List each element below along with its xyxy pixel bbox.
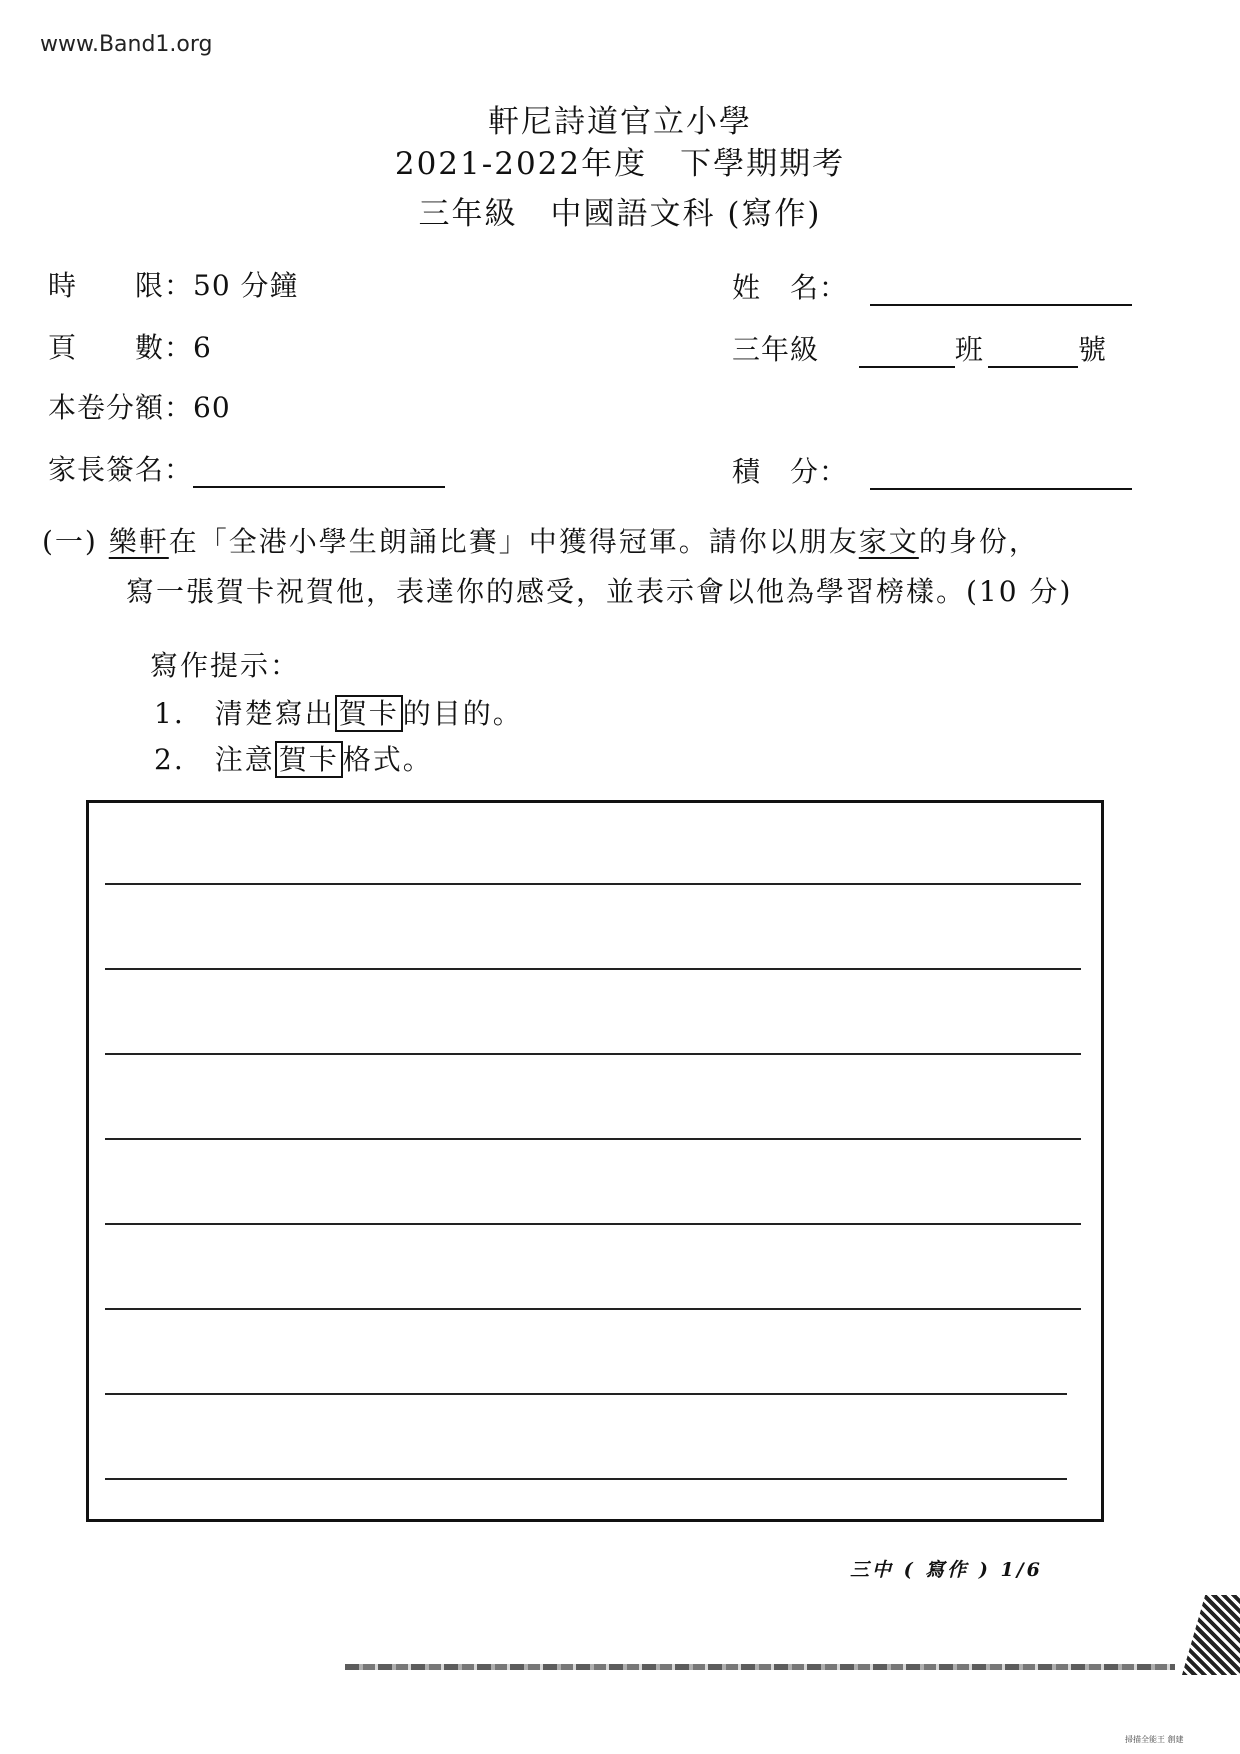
question-line-1 [42,520,1039,560]
class-blank[interactable] [859,336,955,368]
writing-line[interactable] [105,968,1081,970]
writing-line[interactable] [105,1478,1067,1480]
number-label: 號 [1077,333,1107,366]
parent-signature-blank[interactable] [193,456,445,488]
hint-item-2-prefix: 2. 注意 [154,743,275,776]
hint-item-2 [154,738,433,778]
class-label: 班 [954,333,984,366]
writing-line[interactable] [105,1393,1067,1395]
score-row [732,450,1132,490]
score-label: 積 分： [732,455,849,488]
writing-line[interactable] [105,1308,1081,1310]
question-name-a: 樂軒 [108,525,169,558]
page-count: 頁 數：6 [48,331,212,364]
number-blank[interactable] [988,336,1078,368]
hints-title: 寫作提示： [150,649,301,682]
time-limit: 時 限：50 分鐘 [48,269,299,302]
hint-item-1-suffix: 的目的。 [402,697,523,730]
class-number-row [732,328,1107,368]
writing-line[interactable] [105,1223,1081,1225]
question-name-b: 家文 [858,525,919,558]
student-name-blank[interactable] [870,274,1132,306]
exam-subject: 三年級 中國語文科 (寫作) [418,196,822,232]
question-number: (一) [42,525,98,558]
answer-box[interactable] [86,800,1104,1522]
total-marks: 本卷分額：60 [48,391,231,424]
grade-label: 三年級 [732,333,820,366]
scan-artifact-edge [345,1664,1175,1670]
exam-term: 2021-2022年度 下學期期考 [394,146,846,182]
hint-item-2-keyword: 賀卡 [275,741,343,778]
writing-line[interactable] [105,883,1081,885]
hint-item-1 [154,692,523,732]
site-url: www.Band1.org [40,32,213,57]
parent-signature-row [48,448,445,488]
writing-line[interactable] [105,1138,1081,1140]
page-code: 三中 ( 寫作 ) 1/6 [850,1559,1043,1581]
scanner-stamp: 掃描全能王 創建 [1125,1735,1184,1744]
writing-line[interactable] [105,1053,1081,1055]
student-name-row [732,266,1132,306]
parent-signature-label: 家長簽名： [48,453,194,486]
hint-item-1-prefix: 1. 清楚寫出 [154,697,335,730]
student-name-label: 姓 名： [732,271,849,304]
question-text-1: 在「全港小學生朗誦比賽」中獲得冠軍。請你以朋友 [168,525,859,558]
score-blank[interactable] [870,458,1132,490]
school-name: 軒尼詩道官立小學 [488,104,752,140]
question-line-2: 寫一張賀卡祝賀他，表達你的感受，並表示會以他為學習榜樣。(10 分) [126,575,1073,608]
hint-item-2-suffix: 格式。 [342,743,433,776]
scan-artifact-corner [1182,1595,1240,1675]
question-text-2: 的身份， [918,525,1039,558]
hint-item-1-keyword: 賀卡 [335,695,403,732]
